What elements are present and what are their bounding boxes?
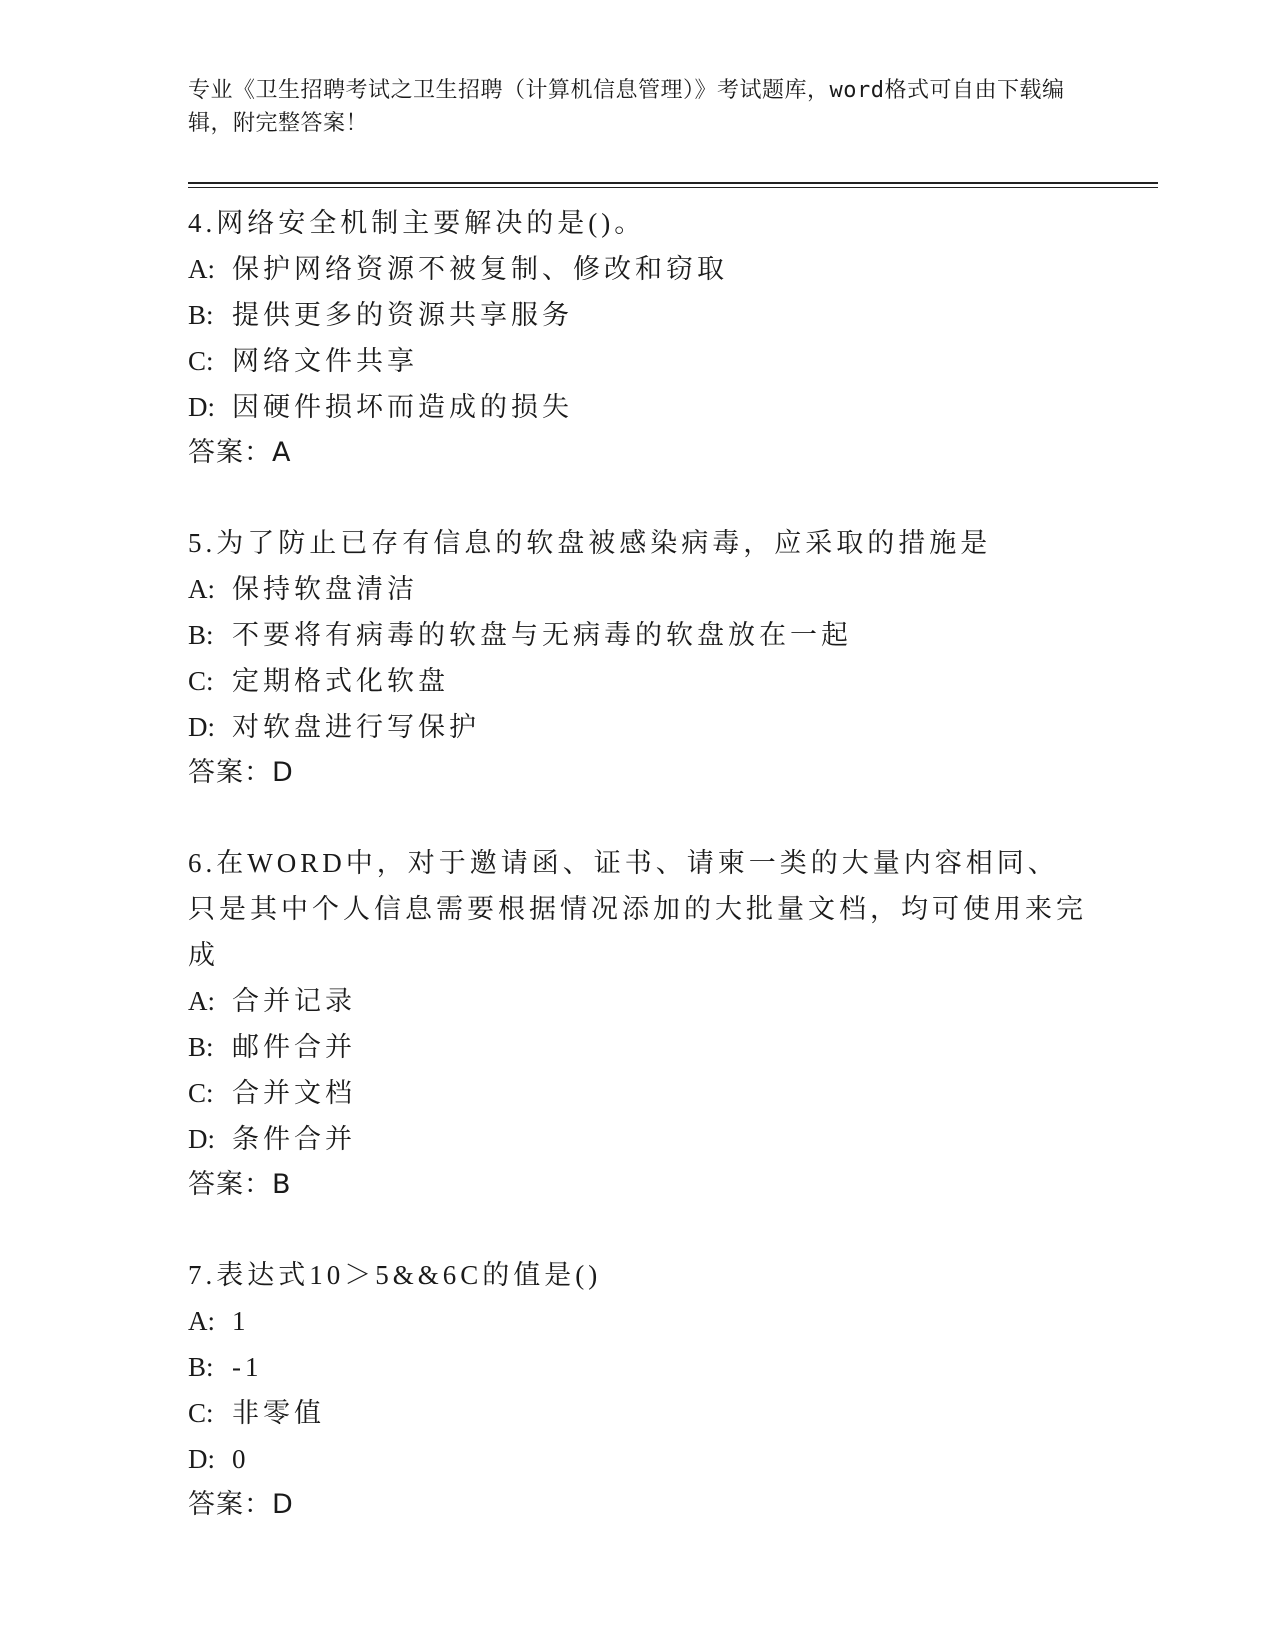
question-text: 6.在WORD中，对于邀请函、证书、请柬一类的大量内容相同、只是其中个人信息需要根据情况添加的大批量文档，均可使用来完成: [188, 848, 1087, 970]
option-text: 不要将有病毒的软盘与无病毒的软盘放在一起: [232, 620, 852, 650]
option-d: [188, 704, 1158, 750]
option-letter: B:: [188, 1032, 214, 1062]
header-divider: [188, 182, 1158, 188]
option-letter: A:: [188, 574, 215, 604]
option-letter: D:: [188, 712, 215, 742]
option-c: [188, 1390, 1158, 1436]
question-list: [188, 200, 1158, 1528]
option-text: -1: [232, 1352, 263, 1382]
option-letter: B:: [188, 620, 214, 650]
question-text: 7.表达式10＞5&&6C的值是(): [188, 1260, 602, 1290]
option-c: [188, 1070, 1158, 1116]
option-text: 网络文件共享: [232, 346, 418, 376]
divider-line-thin: [188, 187, 1158, 188]
question-text: 4.网络安全机制主要解决的是()。: [188, 208, 646, 238]
divider-line-thick: [188, 182, 1158, 184]
answer-line: 答案：B: [188, 1169, 292, 1200]
option-b: [188, 1024, 1158, 1070]
option-text: 1: [232, 1306, 250, 1336]
option-text: 0: [232, 1444, 250, 1474]
question-text: 5.为了防止已存有信息的软盘被感染病毒，应采取的措施是: [188, 528, 992, 558]
answer-line: 答案：A: [188, 437, 292, 468]
document-header: 专业《卫生招聘考试之卫生招聘（计算机信息管理）》考试题库，word格式可自由下载编辑，附完整答案！: [188, 78, 1065, 136]
answer-line: 答案：D: [188, 1489, 294, 1520]
option-text: 合并记录: [232, 986, 356, 1016]
option-a: [188, 1298, 1158, 1344]
option-text: 对软盘进行写保护: [232, 712, 480, 742]
option-letter: C:: [188, 1078, 214, 1108]
question-4: [188, 200, 1158, 476]
option-letter: C:: [188, 1398, 214, 1428]
option-letter: C:: [188, 666, 214, 696]
option-b: [188, 612, 1158, 658]
option-text: 保护网络资源不被复制、修改和窃取: [232, 254, 728, 284]
question-7: [188, 1252, 1158, 1528]
option-text: 因硬件损坏而造成的损失: [232, 392, 573, 422]
option-letter: D:: [188, 392, 215, 422]
option-d: [188, 1116, 1158, 1162]
option-text: 定期格式化软盘: [232, 666, 449, 696]
option-text: 条件合并: [232, 1124, 356, 1154]
option-letter: D:: [188, 1444, 215, 1474]
question-6: [188, 840, 1158, 1208]
option-c: [188, 658, 1158, 704]
option-letter: A:: [188, 1306, 215, 1336]
option-a: [188, 978, 1158, 1024]
option-letter: A:: [188, 254, 215, 284]
option-text: 合并文档: [232, 1078, 356, 1108]
option-d: [188, 384, 1158, 430]
option-text: 保持软盘清洁: [232, 574, 418, 604]
option-b: [188, 1344, 1158, 1390]
option-a: [188, 566, 1158, 612]
option-b: [188, 292, 1158, 338]
question-5: [188, 520, 1158, 796]
option-letter: B:: [188, 300, 214, 330]
option-text: 邮件合并: [232, 1032, 356, 1062]
option-text: 非零值: [232, 1398, 325, 1428]
option-letter: C:: [188, 346, 214, 376]
option-a: [188, 246, 1158, 292]
option-letter: B:: [188, 1352, 214, 1382]
option-letter: D:: [188, 1124, 215, 1154]
option-d: [188, 1436, 1158, 1482]
option-text: 提供更多的资源共享服务: [232, 300, 573, 330]
answer-line: 答案：D: [188, 757, 294, 788]
option-letter: A:: [188, 986, 215, 1016]
option-c: [188, 338, 1158, 384]
document-page: [188, 74, 1158, 1572]
